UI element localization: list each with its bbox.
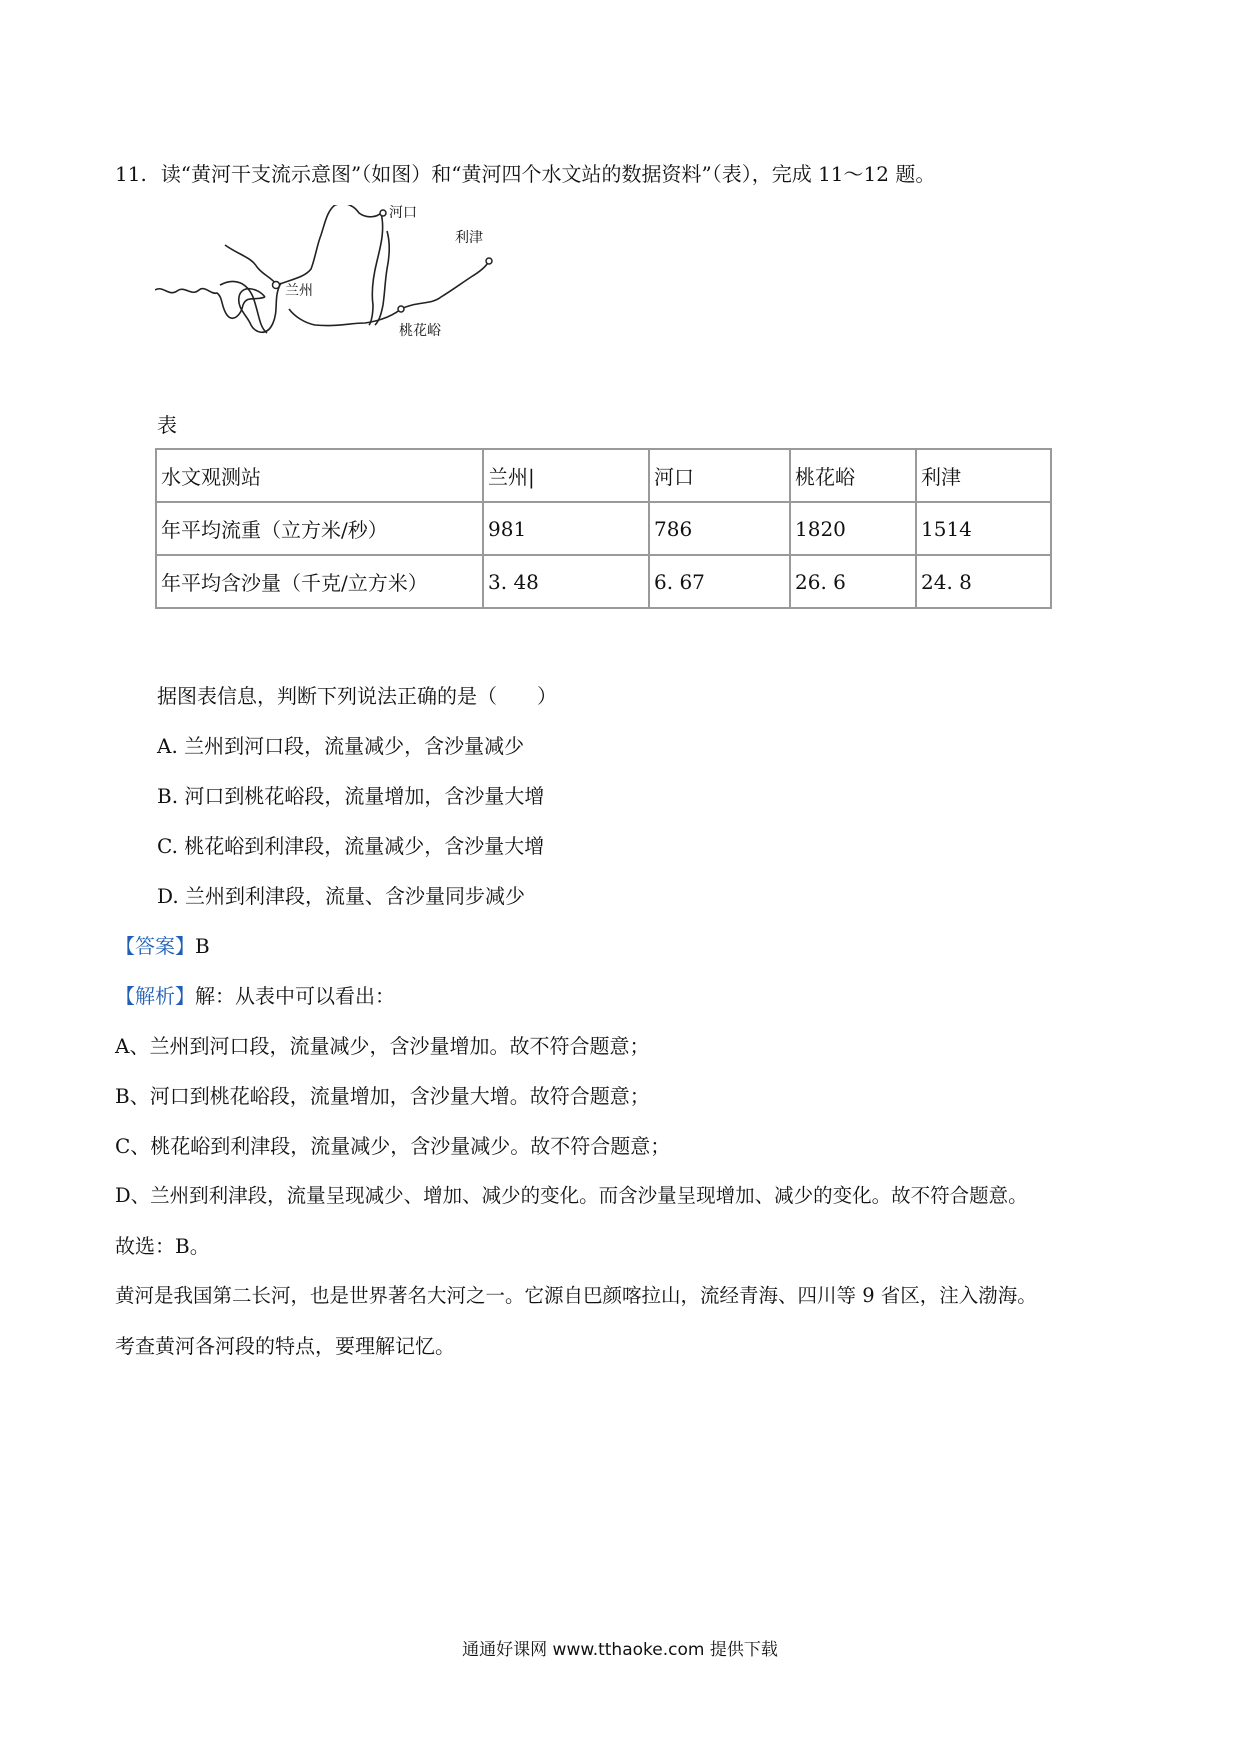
table-header-cell: 河口 (649, 449, 790, 502)
table-header-cell: 利津 (916, 449, 1051, 502)
option-b: B. 河口到桃花峪段，流量增加，含沙量大增 (157, 784, 545, 808)
river-loop (239, 283, 281, 332)
table-header-row (156, 449, 1051, 502)
table-cell: 1820 (790, 502, 916, 555)
analysis-summary: 考查黄河各河段的特点，要理解记忆。 (115, 1334, 455, 1358)
option-d: D. 兰州到利津段，流量、含沙量同步减少 (157, 884, 526, 908)
river-upstream (155, 289, 265, 319)
hydrology-table (155, 448, 1052, 609)
map-label-lanzhou: 兰州 (285, 283, 313, 299)
analysis-line (115, 982, 395, 1010)
river-main-south (369, 213, 383, 325)
question-stem (115, 160, 935, 188)
answer-line (115, 932, 210, 960)
table-header-cell: 水文观测站 (156, 449, 483, 502)
station-lanzhou-dot (273, 282, 280, 289)
map-label-hekou: 河口 (389, 205, 417, 221)
option-a: A. 兰州到河口段，流量减少，含沙量减少 (157, 734, 525, 758)
river-main-lower (289, 261, 489, 326)
table-caption: 表 (157, 413, 177, 437)
option-c: C. 桃花峪到利津段，流量减少，含沙量大增 (157, 834, 545, 858)
analysis-intro: 解：从表中可以看出： (195, 984, 395, 1008)
analysis-background: 黄河是我国第二长河，也是世界著名大河之一。它源自巴颜喀拉山，流经青海、四川等 9 省区，注入渤海。 (115, 1284, 1037, 1307)
answer-tag: 【答案】 (115, 934, 195, 958)
analysis-d: D、兰州到利津段，流量呈现减少、增加、减少的变化。而含沙量呈现增加、减少的变化。故不符合题意。 (115, 1184, 1028, 1207)
station-lijin-dot (486, 258, 492, 264)
analysis-c: C、桃花峪到利津段，流量减少，含沙量减少。故不符合题意； (115, 1134, 671, 1158)
station-taohuayu-dot (398, 306, 404, 312)
analysis-b: B、河口到桃花峪段，流量增加，含沙量大增。故符合题意； (115, 1084, 650, 1108)
question-prompt: 据图表信息，判断下列说法正确的是（ ） (157, 684, 557, 708)
yellow-river-map (155, 205, 595, 390)
table-header-cell: 兰州| (483, 449, 649, 502)
station-hekou-dot (380, 210, 386, 216)
table-cell: 6. 67 (649, 555, 790, 608)
analysis-tag: 【解析】 (115, 984, 195, 1008)
table-cell: 1514 (916, 502, 1051, 555)
table-row (156, 502, 1051, 555)
question-number: 11. (115, 162, 147, 186)
river-main-north (277, 205, 381, 285)
table-cell: 981 (483, 502, 649, 555)
table-cell: 26. 6 (790, 555, 916, 608)
map-label-lijin: 利津 (455, 230, 483, 246)
analysis-a: A、兰州到河口段，流量减少，含沙量增加。故不符合题意； (115, 1034, 650, 1058)
page-footer: 通通好课网 www.tthaoke.com 提供下载 (462, 1640, 778, 1660)
table-cell: 24. 8 (916, 555, 1051, 608)
table-cell: 786 (649, 502, 790, 555)
table-row (156, 555, 1051, 608)
table-cell: 年平均流重（立方米/秒） (156, 502, 483, 555)
map-label-taohuayu: 桃花峪 (399, 323, 441, 339)
table-cell: 年平均含沙量（千克/立方米） (156, 555, 483, 608)
answer-value: B (195, 934, 210, 958)
table-cell: 3. 48 (483, 555, 649, 608)
analysis-choice: 故选：B。 (115, 1234, 210, 1258)
question-text: 读“黄河干支流示意图”（如图）和“黄河四个水文站的数据资料”（表），完成 11～12 题。 (160, 162, 936, 186)
river-tributary-north (225, 245, 277, 285)
table-header-cell: 桃花峪 (790, 449, 916, 502)
river-tributary-east (375, 231, 389, 325)
